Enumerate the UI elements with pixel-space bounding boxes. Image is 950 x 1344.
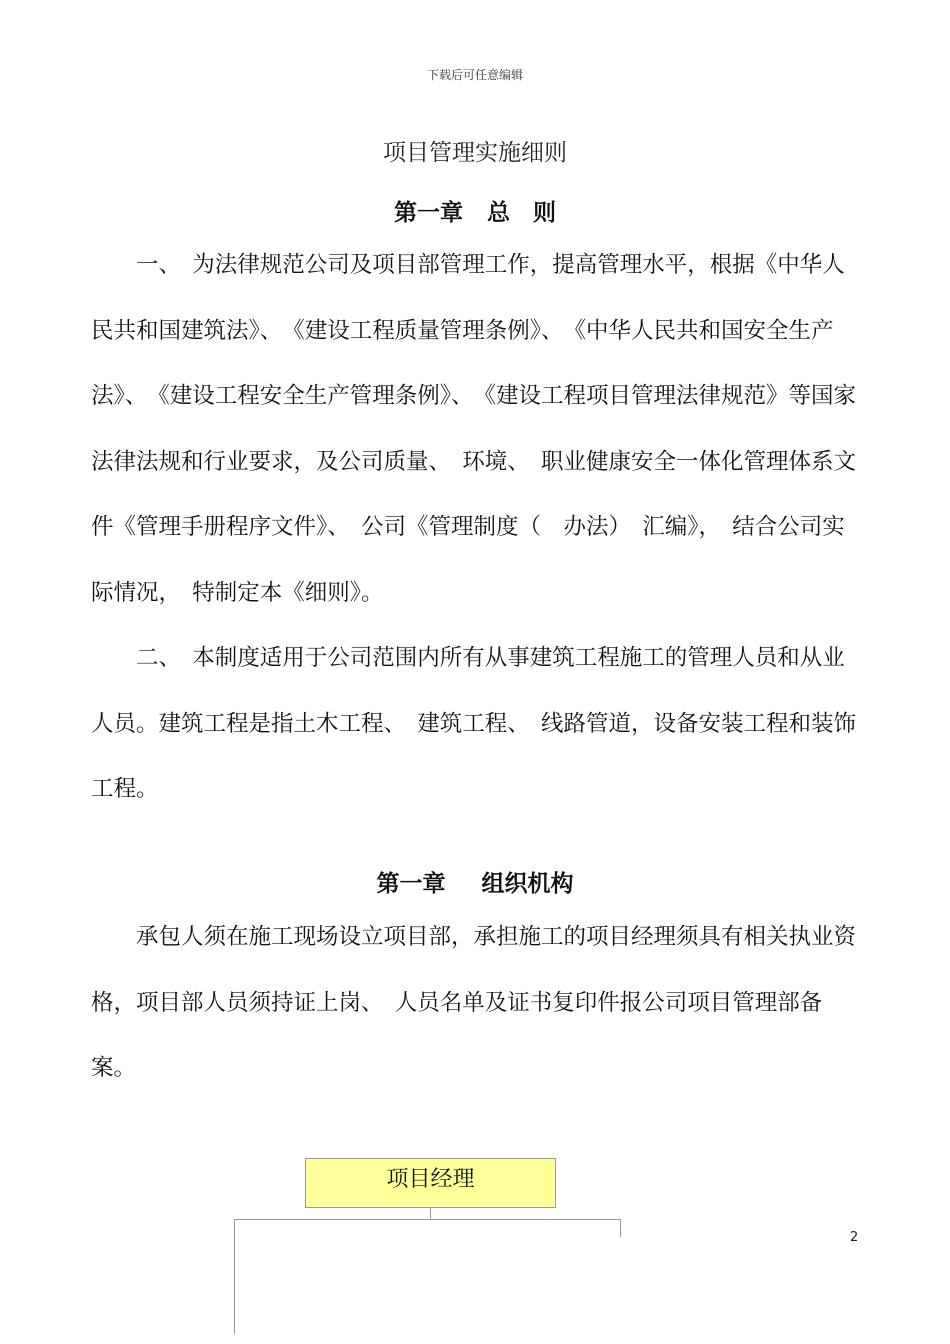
org-chart-project-manager-box: 项目经理 xyxy=(305,1158,556,1208)
paragraph-project-department: 承包人须在施工现场设立项目部，承担施工的项目经理须具有相关执业资格，项目部人员须持证上岗、 人员名单及证书复印件报公司项目管理部备案。 xyxy=(91,924,857,1082)
chapter-heading-organization xyxy=(0,865,950,898)
chapter-label: 第一章 xyxy=(376,871,446,897)
org-chart-left-drop-line xyxy=(234,1219,235,1334)
org-chart-right-drop-line xyxy=(620,1219,621,1237)
chapter-name: 总 则 xyxy=(487,200,556,226)
paragraph-purpose: 一、 为法律规范公司及项目部管理工作，提高管理水平，根据《中华人民共和国建筑法》、 《建设工程质量管理条例》、 《中华人民共和国安全生产法》、 《建设工程安全生产管理条例》、 《建设工程项目管理法律规范》等国家法律法规和行业要求，及公司质量、 环境、 职业健康安全一体化管理体系文件《管理手册程序文件》、 公司《管理制度（ 办法） 汇编》， 结合公司实际情况， 特制定本《细则》。 xyxy=(91,252,857,606)
org-chart-branch-line xyxy=(234,1219,621,1220)
chapter-heading-general xyxy=(0,194,950,227)
document-title: 项目管理实施细则 xyxy=(383,140,567,166)
page-number: 2 xyxy=(850,1230,859,1245)
page-header: 下载后可任意编辑 xyxy=(426,68,523,82)
chapter-label: 第一章 xyxy=(394,200,463,226)
chapter-name: 组织机构 xyxy=(481,871,574,897)
paragraph-scope: 二、 本制度适用于公司范围内所有从事建筑工程施工的管理人员和从业人员。建筑工程是指土木工程、 建筑工程、 线路管道，设备安装工程和装饰工程。 xyxy=(91,645,857,803)
org-chart-stem-line xyxy=(430,1207,431,1219)
